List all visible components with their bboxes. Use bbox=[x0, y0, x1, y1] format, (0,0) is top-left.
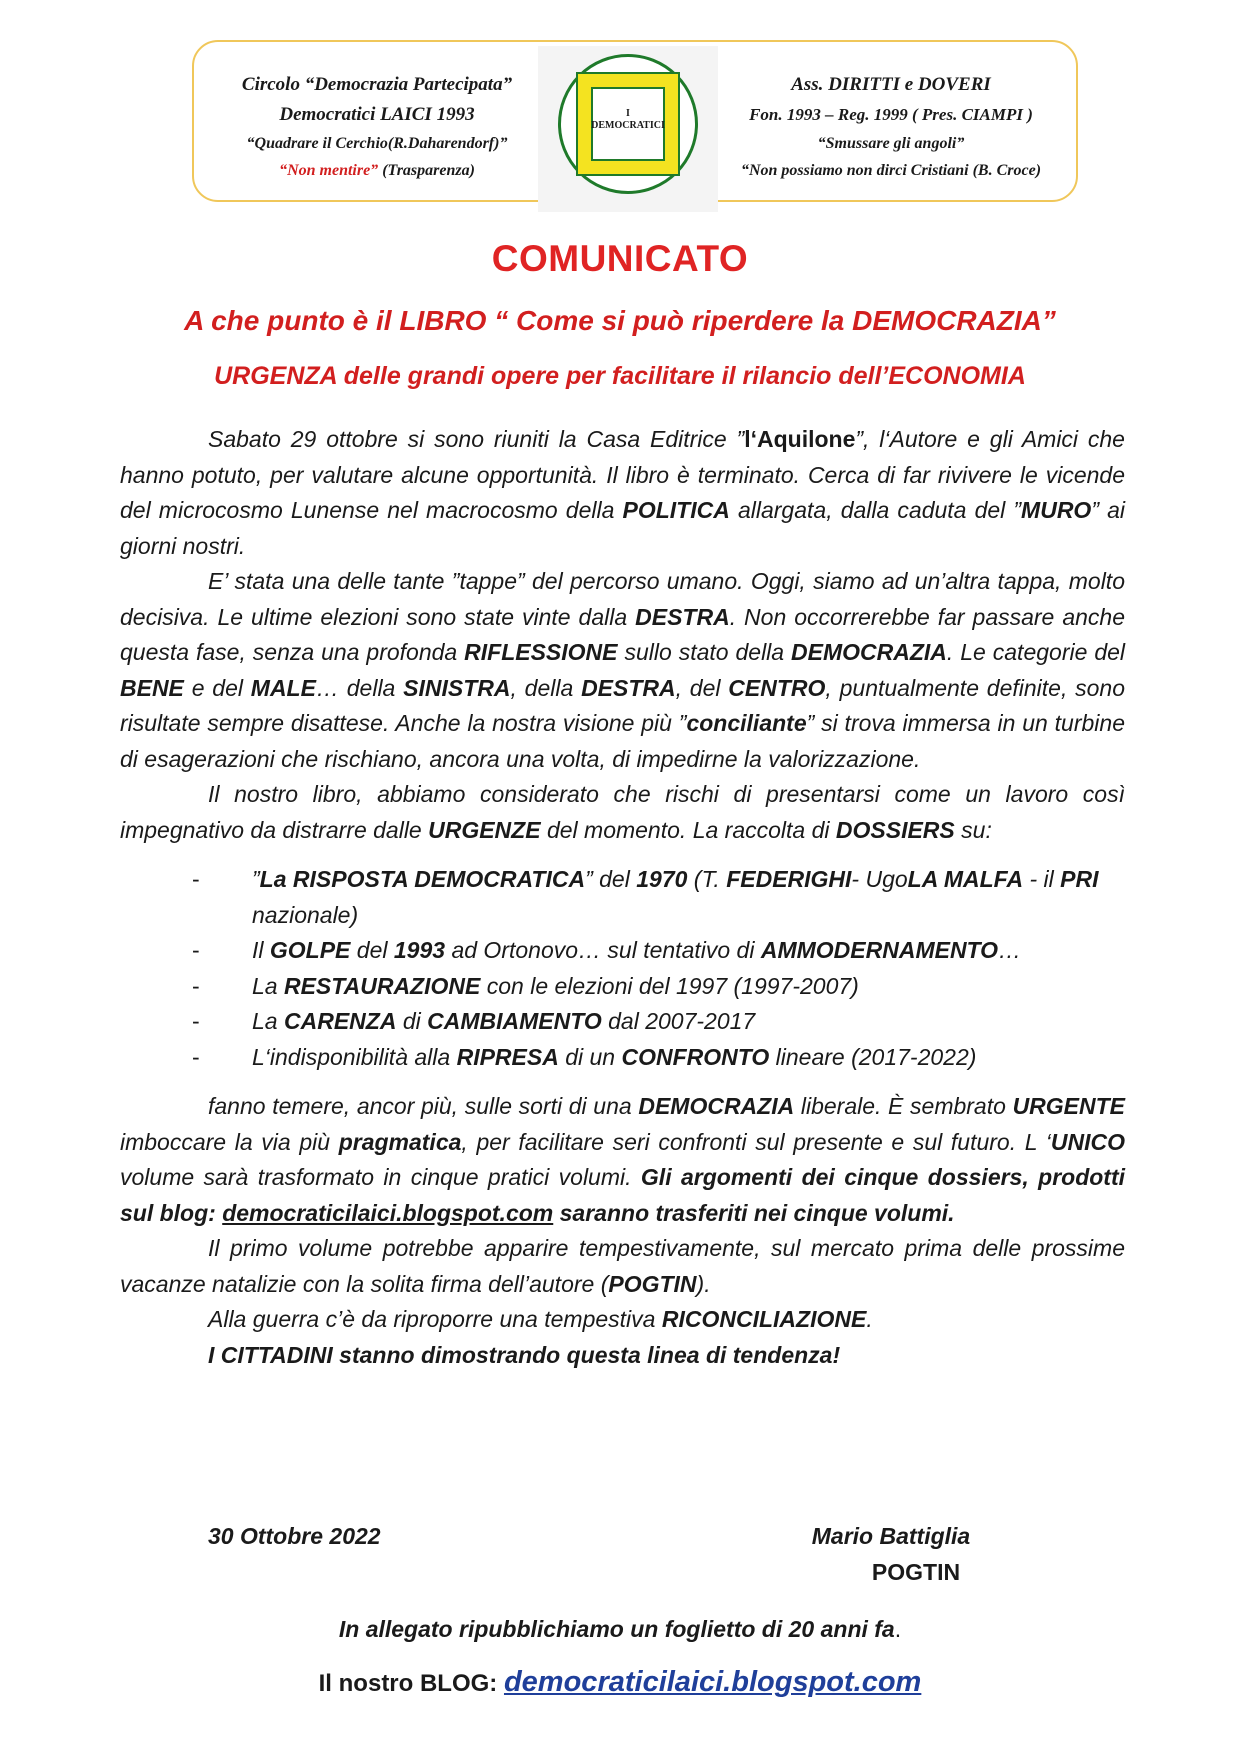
list-item: - L‘indisponibilità alla RIPRESA di un CONFRONTO lineare (2017-2022) bbox=[192, 1043, 977, 1070]
paragraph-2: E’ stata una delle tante ”tappe” del percorso umano. Oggi, siamo ad un’altra tappa, molto decisiva. Le ultime elezioni sono state vinte dalla DESTRA. Non occorrerebbe far passare anche questa fase, senza una profonda RIFLESSIONE sullo stato della DEMOCRAZIA. Le categorie del BENE e del MALE… della SINISTRA, della DESTRA, del CENTRO, puntualmente definite, sono risultate sempre disattese. Anche la nostra visione più ”conciliante” si trova immersa in un turbine di esagerazioni che rischiano, ancora una volta, di impedirne la valorizzazione. bbox=[120, 568, 1126, 772]
page-title: COMUNICATO bbox=[491, 238, 749, 279]
header-left bbox=[212, 70, 542, 184]
header-right-line4: “Non possiamo non dirci Cristiani (B. Croce) bbox=[740, 162, 1042, 179]
paragraph-6: Alla guerra c’è da riproporre una tempestiva RICONCILIAZIONE. bbox=[208, 1306, 873, 1332]
subtitle: A che punto è il LIBRO “ Come si può riperdere la DEMOCRAZIA” bbox=[184, 305, 1056, 336]
paragraph-5: Il primo volume potrebbe apparire tempestivamente, sul mercato prima delle prossime vacanze natalizie con la solita firma dell’autore (POGTIN). bbox=[120, 1235, 1125, 1297]
list-item: - La CARENZA di CAMBIAMENTO dal 2007-2017 bbox=[192, 1008, 756, 1034]
blog-link[interactable]: democraticilaici.blogspot.com bbox=[503, 1666, 922, 1698]
header-left-line2: Democratici LAICI 1993 bbox=[279, 104, 475, 125]
paragraph-3: Il nostro libro, abbiamo considerato che rischi di presentarsi come un lavoro così impegnativo da distrarre dalle URGENZE del momento. La raccolta di DOSSIERS su: bbox=[120, 781, 1125, 843]
blog-label: Il nostro BLOG: bbox=[318, 1670, 504, 1697]
list-item: - ”La RISPOSTA DEMOCRATICA” del 1970 (T. FEDERIGHI- UgoLA MALFA - il PRI nazionale) bbox=[192, 866, 1099, 928]
header-right-line2: Fon. 1993 – Reg. 1999 ( Pres. CIAMPI ) bbox=[749, 105, 1033, 124]
header-right-line3: “Smussare gli angoli” bbox=[817, 135, 965, 152]
logo bbox=[538, 46, 718, 212]
paragraph-7: I CITTADINI stanno dimostrando questa linea di tendenza! bbox=[208, 1341, 841, 1368]
subtitle-urgenza: URGENZA delle grandi opere per facilitare il rilancio dell’ECONOMIA bbox=[214, 362, 1026, 390]
header-right bbox=[726, 70, 1056, 184]
header-left-line4 bbox=[212, 157, 542, 184]
allegato-note: In allegato ripubblichiamo un foglietto di 20 anni fa. bbox=[338, 1616, 902, 1642]
header-left-motto: “Non mentire” bbox=[279, 162, 379, 179]
blog-footer bbox=[0, 1666, 1240, 1699]
signature-alias: POGTIN bbox=[871, 1559, 961, 1585]
dossier-list bbox=[120, 862, 1125, 1075]
list-item: - La RESTAURAZIONE con le elezioni del 1997 (1997-2007) bbox=[192, 972, 859, 999]
logo-text: I DEMOCRATICI bbox=[591, 108, 665, 131]
list-item: - Il GOLPE del 1993 ad Ortonovo… sul tentativo di AMMODERNAMENTO… bbox=[192, 937, 1022, 963]
header-right-line1: Ass. DIRITTI e DOVERI bbox=[791, 74, 991, 95]
paragraph-1: Sabato 29 ottobre si sono riuniti la Casa Editrice ”l‘Aquilone”, l‘Autore e gli Amici che hanno potuto, per valutare alcune opportunità. Il libro è terminato. Cerca di far rivivere le vicende del microcosmo Lunense nel macrocosmo della POLITICA allargata, dalla caduta del ”MURO” ai giorni nostri. bbox=[120, 426, 1126, 559]
header-box bbox=[192, 40, 1078, 202]
blog-link-inline[interactable]: democraticilaici.blogspot.com bbox=[222, 1199, 554, 1226]
signature-name: Mario Battiglia bbox=[811, 1523, 971, 1549]
document-body bbox=[120, 422, 1125, 1373]
header-left-line3: “Quadrare il Cerchio(R.Daharendorf)” bbox=[246, 135, 508, 152]
signature-date: 30 Ottobre 2022 bbox=[208, 1523, 381, 1549]
header-left-motto-rest: (Trasparenza) bbox=[378, 162, 475, 179]
header-left-line1: Circolo “Democrazia Partecipata” bbox=[241, 74, 513, 95]
paragraph-4: fanno temere, ancor più, sulle sorti di una DEMOCRAZIA liberale. È sembrato URGENTE imboccare la via più pragmatica, per facilitare seri confronti sul presente e sul futuro. L ‘UNICO volume sarà trasformato in cinque pratici volumi. Gli argomenti dei cinque dossiers, prodotti sul blog: democraticilaici.blogspot.com saranno trasferiti nei cinque volumi. bbox=[120, 1093, 1126, 1226]
